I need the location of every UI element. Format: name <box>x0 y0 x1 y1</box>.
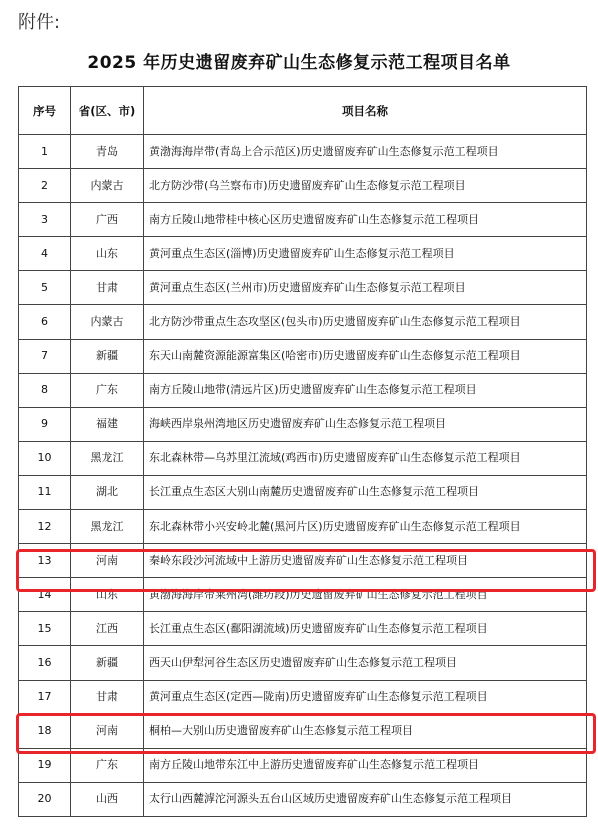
table-row <box>19 782 587 816</box>
table-row <box>19 305 587 339</box>
row-project-name: 黄河重点生态区(淄博)历史遗留废弃矿山生态修复示范工程项目 <box>144 237 587 271</box>
header-project-name: 项目名称 <box>144 87 587 135</box>
row-project-name: 东北森林带小兴安岭北麓(黑河片区)历史遗留废弃矿山生态修复示范工程项目 <box>144 510 587 544</box>
table-row <box>19 339 587 373</box>
row-project-name: 南方丘陵山地带桂中核心区历史遗留废弃矿山生态修复示范工程项目 <box>144 203 587 237</box>
row-project-name: 黄河重点生态区(定西—陇南)历史遗留废弃矿山生态修复示范工程项目 <box>144 680 587 714</box>
row-number: 6 <box>19 305 71 339</box>
row-project-name: 长江重点生态区大别山南麓历史遗留废弃矿山生态修复示范工程项目 <box>144 475 587 509</box>
row-project-name: 北方防沙带(乌兰察布市)历史遗留废弃矿山生态修复示范工程项目 <box>144 169 587 203</box>
row-number: 11 <box>19 475 71 509</box>
table-row <box>19 680 587 714</box>
row-number: 4 <box>19 237 71 271</box>
row-province: 广东 <box>71 373 144 407</box>
row-province: 内蒙古 <box>71 169 144 203</box>
row-number: 16 <box>19 646 71 680</box>
project-list-table <box>18 86 587 817</box>
row-province: 广东 <box>71 748 144 782</box>
table-row <box>19 646 587 680</box>
table-row <box>19 544 587 578</box>
row-number: 2 <box>19 169 71 203</box>
row-province: 山西 <box>71 782 144 816</box>
row-number: 18 <box>19 714 71 748</box>
row-project-name: 黄河重点生态区(兰州市)历史遗留废弃矿山生态修复示范工程项目 <box>144 271 587 305</box>
row-number: 19 <box>19 748 71 782</box>
table-row <box>19 748 587 782</box>
row-number: 5 <box>19 271 71 305</box>
row-province: 黑龙江 <box>71 510 144 544</box>
table-row <box>19 714 587 748</box>
row-project-name: 东北森林带—乌苏里江流域(鸡西市)历史遗留废弃矿山生态修复示范工程项目 <box>144 441 587 475</box>
row-number: 20 <box>19 782 71 816</box>
row-province: 河南 <box>71 714 144 748</box>
row-project-name: 桐柏—大别山历史遗留废弃矿山生态修复示范工程项目 <box>144 714 587 748</box>
attachment-label: 附件: <box>18 12 61 33</box>
row-number: 15 <box>19 612 71 646</box>
row-number: 9 <box>19 407 71 441</box>
row-number: 8 <box>19 373 71 407</box>
table-row <box>19 475 587 509</box>
row-project-name: 南方丘陵山地带(清远片区)历史遗留废弃矿山生态修复示范工程项目 <box>144 373 587 407</box>
row-number: 3 <box>19 203 71 237</box>
row-province: 青岛 <box>71 135 144 169</box>
row-number: 10 <box>19 441 71 475</box>
row-province: 广西 <box>71 203 144 237</box>
row-province: 黑龙江 <box>71 441 144 475</box>
table-row <box>19 203 587 237</box>
row-number: 13 <box>19 544 71 578</box>
document-title: 2025 年历史遗留废弃矿山生态修复示范工程项目名单 <box>87 53 511 73</box>
row-project-name: 长江重点生态区(鄱阳湖流域)历史遗留废弃矿山生态修复示范工程项目 <box>144 612 587 646</box>
row-province: 湖北 <box>71 475 144 509</box>
row-project-name: 西天山伊犁河谷生态区历史遗留废弃矿山生态修复示范工程项目 <box>144 646 587 680</box>
table-row <box>19 441 587 475</box>
header-province: 省(区、市) <box>71 87 144 135</box>
row-number: 14 <box>19 578 71 612</box>
table-row <box>19 271 587 305</box>
table-row <box>19 578 587 612</box>
row-province: 新疆 <box>71 339 144 373</box>
row-project-name: 海峡西岸泉州湾地区历史遗留废弃矿山生态修复示范工程项目 <box>144 407 587 441</box>
row-province: 河南 <box>71 544 144 578</box>
row-province: 甘肃 <box>71 271 144 305</box>
row-project-name: 秦岭东段沙河流域中上游历史遗留废弃矿山生态修复示范工程项目 <box>144 544 587 578</box>
row-project-name: 太行山西麓滹沱河源头五台山区域历史遗留废弃矿山生态修复示范工程项目 <box>144 782 587 816</box>
row-number: 7 <box>19 339 71 373</box>
header-number: 序号 <box>19 87 71 135</box>
table-row <box>19 612 587 646</box>
row-province: 江西 <box>71 612 144 646</box>
row-province: 山东 <box>71 578 144 612</box>
row-project-name: 黄渤海海岸带(青岛上合示范区)历史遗留废弃矿山生态修复示范工程项目 <box>144 135 587 169</box>
row-province: 福建 <box>71 407 144 441</box>
row-province: 甘肃 <box>71 680 144 714</box>
table-row <box>19 169 587 203</box>
table-row <box>19 510 587 544</box>
table-row <box>19 237 587 271</box>
row-project-name: 北方防沙带重点生态攻坚区(包头市)历史遗留废弃矿山生态修复示范工程项目 <box>144 305 587 339</box>
row-province: 山东 <box>71 237 144 271</box>
row-number: 12 <box>19 510 71 544</box>
table-row <box>19 373 587 407</box>
table-header-row <box>19 87 587 135</box>
row-project-name: 东天山南麓资源能源富集区(哈密市)历史遗留废弃矿山生态修复示范工程项目 <box>144 339 587 373</box>
row-number: 17 <box>19 680 71 714</box>
row-project-name: 南方丘陵山地带东江中上游历史遗留废弃矿山生态修复示范工程项目 <box>144 748 587 782</box>
table-row <box>19 135 587 169</box>
table-row <box>19 407 587 441</box>
row-project-name: 黄渤海海岸带莱州湾(潍坊段)历史遗留废弃矿山生态修复示范工程项目 <box>144 578 587 612</box>
row-province: 新疆 <box>71 646 144 680</box>
row-province: 内蒙古 <box>71 305 144 339</box>
row-number: 1 <box>19 135 71 169</box>
